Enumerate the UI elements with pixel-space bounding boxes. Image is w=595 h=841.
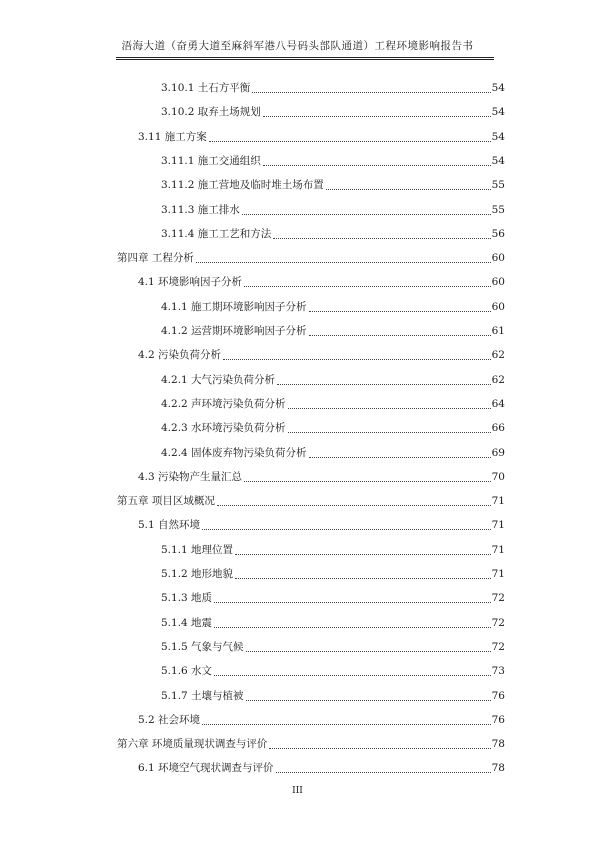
toc-entry-page: 78	[491, 738, 505, 751]
toc-entry[interactable]	[161, 688, 505, 704]
toc-dot-leader	[209, 127, 491, 142]
toc-entry-label: 第五章 项目区域概况	[117, 495, 215, 508]
toc-entry-label: 4.2.1 大气污染负荷分析	[161, 373, 276, 386]
toc-entry[interactable]	[161, 372, 505, 388]
toc-entry-page: 61	[491, 325, 505, 337]
toc-entry-label: 4.2.2 声环境污染负荷分析	[161, 397, 286, 410]
toc-entry[interactable]	[161, 445, 505, 461]
toc-dot-leader	[288, 418, 491, 433]
toc-entry-page: 70	[491, 470, 505, 483]
toc-entry-page: 54	[491, 82, 505, 94]
toc-entry-page: 60	[491, 276, 505, 289]
toc-entry[interactable]	[161, 396, 505, 412]
toc-entry[interactable]	[161, 226, 505, 242]
toc-entry[interactable]	[138, 760, 505, 776]
toc-entry[interactable]	[161, 566, 505, 582]
toc-entry-label: 4.3 污染物产生量汇总	[138, 470, 243, 483]
toc-entry-page: 72	[491, 616, 505, 629]
toc-entry-page: 60	[491, 252, 505, 265]
toc-entry-page: 66	[491, 422, 505, 435]
toc-entry-page: 71	[491, 543, 505, 556]
toc-entry-page: 54	[491, 106, 505, 119]
toc-dot-leader	[244, 467, 491, 482]
toc-entry-label: 3.11 施工方案	[138, 130, 207, 143]
toc-entry-label: 3.10.1 土石方平衡	[161, 82, 251, 94]
toc-entry-page: 71	[491, 495, 505, 508]
toc-dot-leader	[196, 248, 491, 263]
document-title: 浯海大道（奋勇大道至麻斜军港八号码头部队通道）工程环境影响报告书	[121, 40, 474, 52]
toc-entry-page: 76	[491, 713, 505, 726]
toc-dot-leader	[263, 102, 491, 117]
toc-entry[interactable]	[161, 299, 505, 315]
toc-dot-leader	[269, 734, 490, 749]
toc-entry-label: 5.1.2 地形地貌	[161, 568, 234, 580]
toc-entry[interactable]	[117, 493, 505, 509]
toc-entry[interactable]	[138, 517, 505, 533]
header-rule-top	[116, 57, 494, 58]
toc-entry-page: 71	[491, 568, 505, 580]
toc-dot-leader	[288, 394, 491, 409]
toc-entry-page: 62	[491, 349, 505, 362]
toc-entry-page: 76	[491, 689, 505, 702]
toc-entry[interactable]	[138, 347, 505, 363]
toc-dot-leader	[235, 540, 491, 555]
toc-entry[interactable]	[161, 615, 505, 631]
toc-dot-leader	[242, 200, 491, 215]
toc-entry-label: 5.1 自然环境	[138, 519, 201, 532]
toc-entry-label: 5.1.4 地震	[161, 616, 213, 629]
toc-dot-leader	[202, 710, 491, 725]
toc-entry-page: 71	[491, 519, 505, 532]
toc-entry-label: 5.1.5 气象与气候	[161, 640, 244, 653]
toc-entry-label: 5.1.1 地理位置	[161, 543, 234, 556]
toc-entry[interactable]	[161, 323, 505, 339]
toc-entry[interactable]	[117, 250, 505, 266]
toc-entry-page: 64	[491, 397, 505, 410]
toc-entry-label: 4.1 环境影响因子分析	[138, 276, 243, 289]
toc-entry-page: 54	[491, 130, 505, 143]
toc-entry-label: 4.1.1 施工期环境影响因子分析	[161, 300, 307, 313]
toc-dot-leader	[214, 613, 491, 628]
toc-entry[interactable]	[138, 712, 505, 728]
toc-entry-label: 3.11.3 施工排水	[161, 203, 240, 216]
toc-dot-leader	[252, 78, 490, 93]
toc-dot-leader	[244, 272, 491, 287]
toc-dot-leader	[277, 370, 491, 385]
toc-entry[interactable]	[161, 202, 505, 218]
toc-entry-label: 5.1.6 水文	[161, 665, 213, 678]
header-rule-bottom	[116, 59, 494, 60]
page-number: III	[292, 786, 303, 796]
toc-entry-label: 3.11.1 施工交通组织	[161, 154, 261, 167]
toc-dot-leader	[273, 224, 490, 239]
toc-entry-label: 第六章 环境质量现状调查与评价	[117, 738, 268, 751]
toc-entry-label: 3.10.2 取弃土场规划	[161, 106, 261, 119]
toc-entry-label: 5.1.3 地质	[161, 592, 213, 605]
toc-entry-page: 78	[491, 762, 505, 775]
toc-entry-label: 3.11.4 施工工艺和方法	[161, 227, 272, 240]
toc-dot-leader	[217, 491, 491, 506]
toc-entry[interactable]	[161, 104, 505, 120]
toc-entry[interactable]	[161, 80, 505, 96]
toc-entry-page: 72	[491, 592, 505, 605]
toc-entry-page: 60	[491, 300, 505, 313]
toc-entry-label: 4.2 污染负荷分析	[138, 349, 222, 362]
toc-entry-page: 72	[491, 640, 505, 653]
toc-entry-page: 54	[491, 154, 505, 167]
toc-dot-leader	[214, 661, 491, 676]
toc-entry-page: 56	[491, 227, 505, 240]
toc-entry[interactable]	[117, 736, 505, 752]
toc-entry-page: 62	[491, 373, 505, 386]
toc-entry[interactable]	[138, 274, 505, 290]
toc-entry-label: 4.1.2 运营期环境影响因子分析	[161, 325, 307, 337]
toc-entry[interactable]	[161, 420, 505, 436]
toc-dot-leader	[202, 515, 491, 530]
toc-entry[interactable]	[161, 663, 505, 679]
toc-entry-label: 4.2.4 固体废弃物污染负荷分析	[161, 446, 307, 459]
toc-entry[interactable]	[161, 639, 505, 655]
toc-dot-leader	[246, 637, 491, 652]
toc-entry-label: 6.1 环境空气现状调查与评价	[138, 762, 274, 775]
toc-entry-label: 第四章 工程分析	[117, 252, 194, 265]
toc-entry[interactable]	[161, 153, 505, 169]
toc-dot-leader	[235, 564, 491, 579]
toc-dot-leader	[263, 151, 491, 166]
toc-entry-page: 69	[491, 446, 505, 459]
toc-dot-leader	[309, 321, 491, 336]
toc-entry-label: 3.11.2 施工营地及临时堆土场布置	[161, 179, 324, 192]
toc-entry-label: 4.2.3 水环境污染负荷分析	[161, 422, 286, 435]
toc-entry[interactable]	[138, 469, 505, 485]
toc-entry-page: 73	[491, 665, 505, 678]
toc-entry-label: 5.2 社会环境	[138, 713, 201, 726]
toc-entry[interactable]	[161, 177, 505, 193]
toc-dot-leader	[309, 297, 491, 312]
toc-entry[interactable]	[161, 542, 505, 558]
toc-entry-label: 5.1.7 土壤与植被	[161, 689, 244, 702]
toc-dot-leader	[214, 588, 491, 603]
toc-entry-page: 55	[491, 179, 505, 192]
toc-dot-leader	[326, 175, 491, 190]
toc-entry-page: 55	[491, 203, 505, 216]
toc-dot-leader	[223, 345, 491, 360]
toc-dot-leader	[309, 443, 491, 458]
toc-entry[interactable]	[138, 129, 505, 145]
toc-dot-leader	[246, 686, 491, 701]
toc-entry[interactable]	[161, 590, 505, 606]
toc-dot-leader	[276, 758, 491, 773]
